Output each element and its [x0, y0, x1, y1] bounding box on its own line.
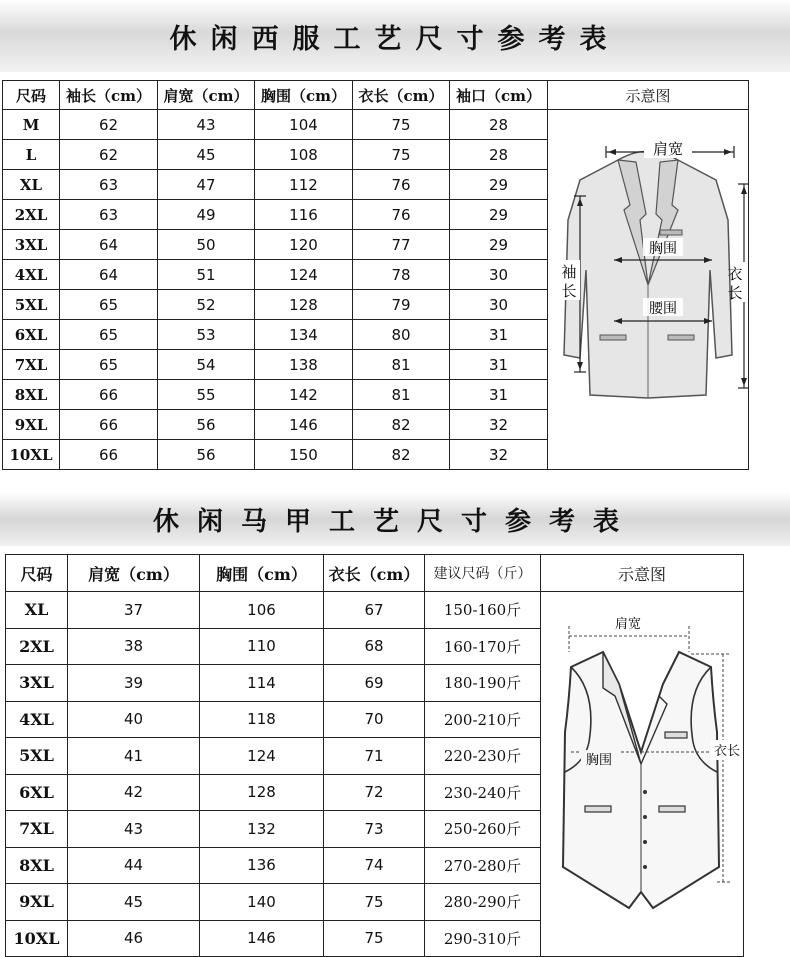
- vest-header-recommended: 建议尺码（斤）: [425, 555, 541, 592]
- vest-value-cell: 75: [324, 920, 425, 957]
- suit-value-cell: 47: [158, 170, 255, 200]
- suit-header-size: 尺码: [3, 81, 60, 110]
- suit-size-cell: 9XL: [3, 410, 60, 440]
- vest-diagram-cell: [541, 592, 744, 957]
- vest-header-shoulder: 肩宽（cm）: [68, 555, 200, 592]
- vest-value-cell: 69: [324, 665, 425, 702]
- suit-value-cell: 75: [353, 140, 450, 170]
- suit-size-cell: 4XL: [3, 260, 60, 290]
- vest-value-cell: 132: [200, 811, 324, 848]
- vest-title: 休闲马甲工艺尺寸参考表: [152, 506, 637, 537]
- vest-value-cell: 114: [200, 665, 324, 702]
- suit-value-cell: 50: [158, 230, 255, 260]
- suit-value-cell: 146: [255, 410, 353, 440]
- suit-value-cell: 108: [255, 140, 353, 170]
- suit-size-cell: 7XL: [3, 350, 60, 380]
- suit-row: [3, 110, 749, 140]
- suit-value-cell: 81: [353, 380, 450, 410]
- suit-value-cell: 66: [60, 410, 158, 440]
- vest-value-cell: 124: [200, 738, 324, 775]
- suit-value-cell: 55: [158, 380, 255, 410]
- suit-value-cell: 81: [353, 350, 450, 380]
- suit-label-length-2: 长: [727, 284, 743, 302]
- vest-value-cell: 118: [200, 701, 324, 738]
- suit-label-chest: 胸围: [649, 241, 677, 257]
- suit-value-cell: 116: [255, 200, 353, 230]
- suit-value-cell: 65: [60, 320, 158, 350]
- suit-value-cell: 62: [60, 110, 158, 140]
- vest-label-length: 衣长: [713, 744, 741, 759]
- suit-header-cuff: 袖口（cm）: [450, 81, 548, 110]
- suit-value-cell: 76: [353, 200, 450, 230]
- suit-value-cell: 76: [353, 170, 450, 200]
- suit-value-cell: 32: [450, 440, 548, 470]
- vest-pocket-right: [659, 806, 685, 812]
- vest-value-cell: 280-290斤: [425, 884, 541, 921]
- suit-value-cell: 79: [353, 290, 450, 320]
- suit-size-table: [2, 80, 749, 470]
- vest-value-cell: 146: [200, 920, 324, 957]
- suit-size-cell: 8XL: [3, 380, 60, 410]
- suit-value-cell: 134: [255, 320, 353, 350]
- vest-value-cell: 75: [324, 884, 425, 921]
- suit-value-cell: 65: [60, 290, 158, 320]
- vest-value-cell: 39: [68, 665, 200, 702]
- suit-value-cell: 78: [353, 260, 450, 290]
- vest-value-cell: 67: [324, 592, 425, 629]
- vest-value-cell: 290-310斤: [425, 920, 541, 957]
- suit-value-cell: 43: [158, 110, 255, 140]
- vest-value-cell: 42: [68, 774, 200, 811]
- suit-value-cell: 124: [255, 260, 353, 290]
- vest-label-shoulder: 肩宽: [614, 617, 642, 632]
- suit-value-cell: 54: [158, 350, 255, 380]
- vest-value-cell: 270-280斤: [425, 847, 541, 884]
- suit-value-cell: 32: [450, 410, 548, 440]
- suit-value-cell: 63: [60, 200, 158, 230]
- suit-label-shoulder: 肩宽: [652, 140, 684, 158]
- suit-value-cell: 138: [255, 350, 353, 380]
- vest-value-cell: 230-240斤: [425, 774, 541, 811]
- suit-value-cell: 150: [255, 440, 353, 470]
- suit-value-cell: 29: [450, 230, 548, 260]
- vest-value-cell: 160-170斤: [425, 628, 541, 665]
- vest-size-cell: XL: [6, 592, 68, 629]
- suit-value-cell: 112: [255, 170, 353, 200]
- suit-value-cell: 56: [158, 440, 255, 470]
- suit-value-cell: 77: [353, 230, 450, 260]
- suit-size-cell: 6XL: [3, 320, 60, 350]
- vest-value-cell: 73: [324, 811, 425, 848]
- suit-value-cell: 75: [353, 110, 450, 140]
- suit-value-cell: 64: [60, 230, 158, 260]
- suit-value-cell: 51: [158, 260, 255, 290]
- suit-label-sleeve-1: 袖: [561, 263, 577, 281]
- suit-value-cell: 30: [450, 290, 548, 320]
- vest-title-banner: [0, 492, 790, 546]
- vest-size-table: [5, 554, 744, 957]
- vest-size-cell: 10XL: [6, 920, 68, 957]
- vest-value-cell: 180-190斤: [425, 665, 541, 702]
- vest-value-cell: 44: [68, 847, 200, 884]
- suit-breast-pocket: [660, 230, 682, 235]
- suit-value-cell: 45: [158, 140, 255, 170]
- vest-value-cell: 128: [200, 774, 324, 811]
- vest-header-chest: 胸围（cm）: [200, 555, 324, 592]
- suit-header-diagram: 示意图: [548, 81, 749, 110]
- vest-value-cell: 106: [200, 592, 324, 629]
- suit-size-cell: 3XL: [3, 230, 60, 260]
- vest-size-cell: 9XL: [6, 884, 68, 921]
- suit-title: 休闲西服工艺尺寸参考表: [169, 23, 621, 55]
- vest-value-cell: 68: [324, 628, 425, 665]
- vest-value-cell: 74: [324, 847, 425, 884]
- suit-value-cell: 49: [158, 200, 255, 230]
- suit-size-cell: L: [3, 140, 60, 170]
- vest-diagram: [541, 592, 743, 952]
- vest-size-cell: 3XL: [6, 665, 68, 702]
- vest-value-cell: 41: [68, 738, 200, 775]
- vest-value-cell: 72: [324, 774, 425, 811]
- suit-value-cell: 30: [450, 260, 548, 290]
- suit-value-cell: 63: [60, 170, 158, 200]
- suit-diagram-cell: [548, 110, 749, 470]
- suit-diagram: [548, 110, 748, 465]
- suit-title-banner: [0, 0, 790, 72]
- suit-size-cell: 10XL: [3, 440, 60, 470]
- suit-value-cell: 56: [158, 410, 255, 440]
- vest-value-cell: 37: [68, 592, 200, 629]
- suit-value-cell: 82: [353, 440, 450, 470]
- vest-value-cell: 150-160斤: [425, 592, 541, 629]
- vest-header-diagram: 示意图: [541, 555, 744, 592]
- suit-header-shoulder: 肩宽（cm）: [158, 81, 255, 110]
- suit-label-length-1: 衣: [727, 265, 743, 283]
- suit-value-cell: 142: [255, 380, 353, 410]
- vest-value-cell: 140: [200, 884, 324, 921]
- vest-size-cell: 8XL: [6, 847, 68, 884]
- vest-value-cell: 70: [324, 701, 425, 738]
- suit-label-sleeve-2: 长: [561, 282, 577, 300]
- vest-value-cell: 250-260斤: [425, 811, 541, 848]
- vest-header-size: 尺码: [6, 555, 68, 592]
- suit-value-cell: 31: [450, 380, 548, 410]
- suit-header-sleeve: 袖长（cm）: [60, 81, 158, 110]
- suit-value-cell: 128: [255, 290, 353, 320]
- suit-value-cell: 65: [60, 350, 158, 380]
- suit-value-cell: 120: [255, 230, 353, 260]
- vest-value-cell: 71: [324, 738, 425, 775]
- suit-value-cell: 28: [450, 140, 548, 170]
- vest-size-cell: 7XL: [6, 811, 68, 848]
- vest-value-cell: 136: [200, 847, 324, 884]
- suit-value-cell: 62: [60, 140, 158, 170]
- suit-size-cell: XL: [3, 170, 60, 200]
- vest-value-cell: 43: [68, 811, 200, 848]
- suit-value-cell: 53: [158, 320, 255, 350]
- suit-header-row: [3, 81, 749, 110]
- vest-value-cell: 220-230斤: [425, 738, 541, 775]
- suit-value-cell: 80: [353, 320, 450, 350]
- vest-header-length: 衣长（cm）: [324, 555, 425, 592]
- suit-size-cell: M: [3, 110, 60, 140]
- suit-size-cell: 2XL: [3, 200, 60, 230]
- vest-value-cell: 46: [68, 920, 200, 957]
- vest-label-chest: 胸围: [585, 753, 613, 768]
- vest-header-row: [6, 555, 744, 592]
- vest-value-cell: 110: [200, 628, 324, 665]
- vest-value-cell: 40: [68, 701, 200, 738]
- suit-value-cell: 28: [450, 110, 548, 140]
- vest-breast-pocket: [665, 732, 687, 738]
- vest-pocket-left: [585, 806, 611, 812]
- suit-value-cell: 64: [60, 260, 158, 290]
- vest-size-cell: 2XL: [6, 628, 68, 665]
- vest-value-cell: 200-210斤: [425, 701, 541, 738]
- vest-size-cell: 4XL: [6, 701, 68, 738]
- suit-value-cell: 82: [353, 410, 450, 440]
- suit-value-cell: 104: [255, 110, 353, 140]
- suit-header-chest: 胸围（cm）: [255, 81, 353, 110]
- suit-pocket-left: [600, 335, 626, 340]
- vest-value-cell: 38: [68, 628, 200, 665]
- vest-value-cell: 45: [68, 884, 200, 921]
- suit-value-cell: 31: [450, 320, 548, 350]
- vest-size-cell: 5XL: [6, 738, 68, 775]
- vest-size-cell: 6XL: [6, 774, 68, 811]
- suit-value-cell: 31: [450, 350, 548, 380]
- suit-size-cell: 5XL: [3, 290, 60, 320]
- suit-value-cell: 29: [450, 200, 548, 230]
- suit-value-cell: 66: [60, 440, 158, 470]
- suit-label-waist: 腰围: [649, 301, 677, 317]
- suit-value-cell: 29: [450, 170, 548, 200]
- vest-row: [6, 592, 744, 629]
- suit-value-cell: 66: [60, 380, 158, 410]
- suit-header-length: 衣长（cm）: [353, 81, 450, 110]
- suit-pocket-right: [668, 335, 694, 340]
- suit-value-cell: 52: [158, 290, 255, 320]
